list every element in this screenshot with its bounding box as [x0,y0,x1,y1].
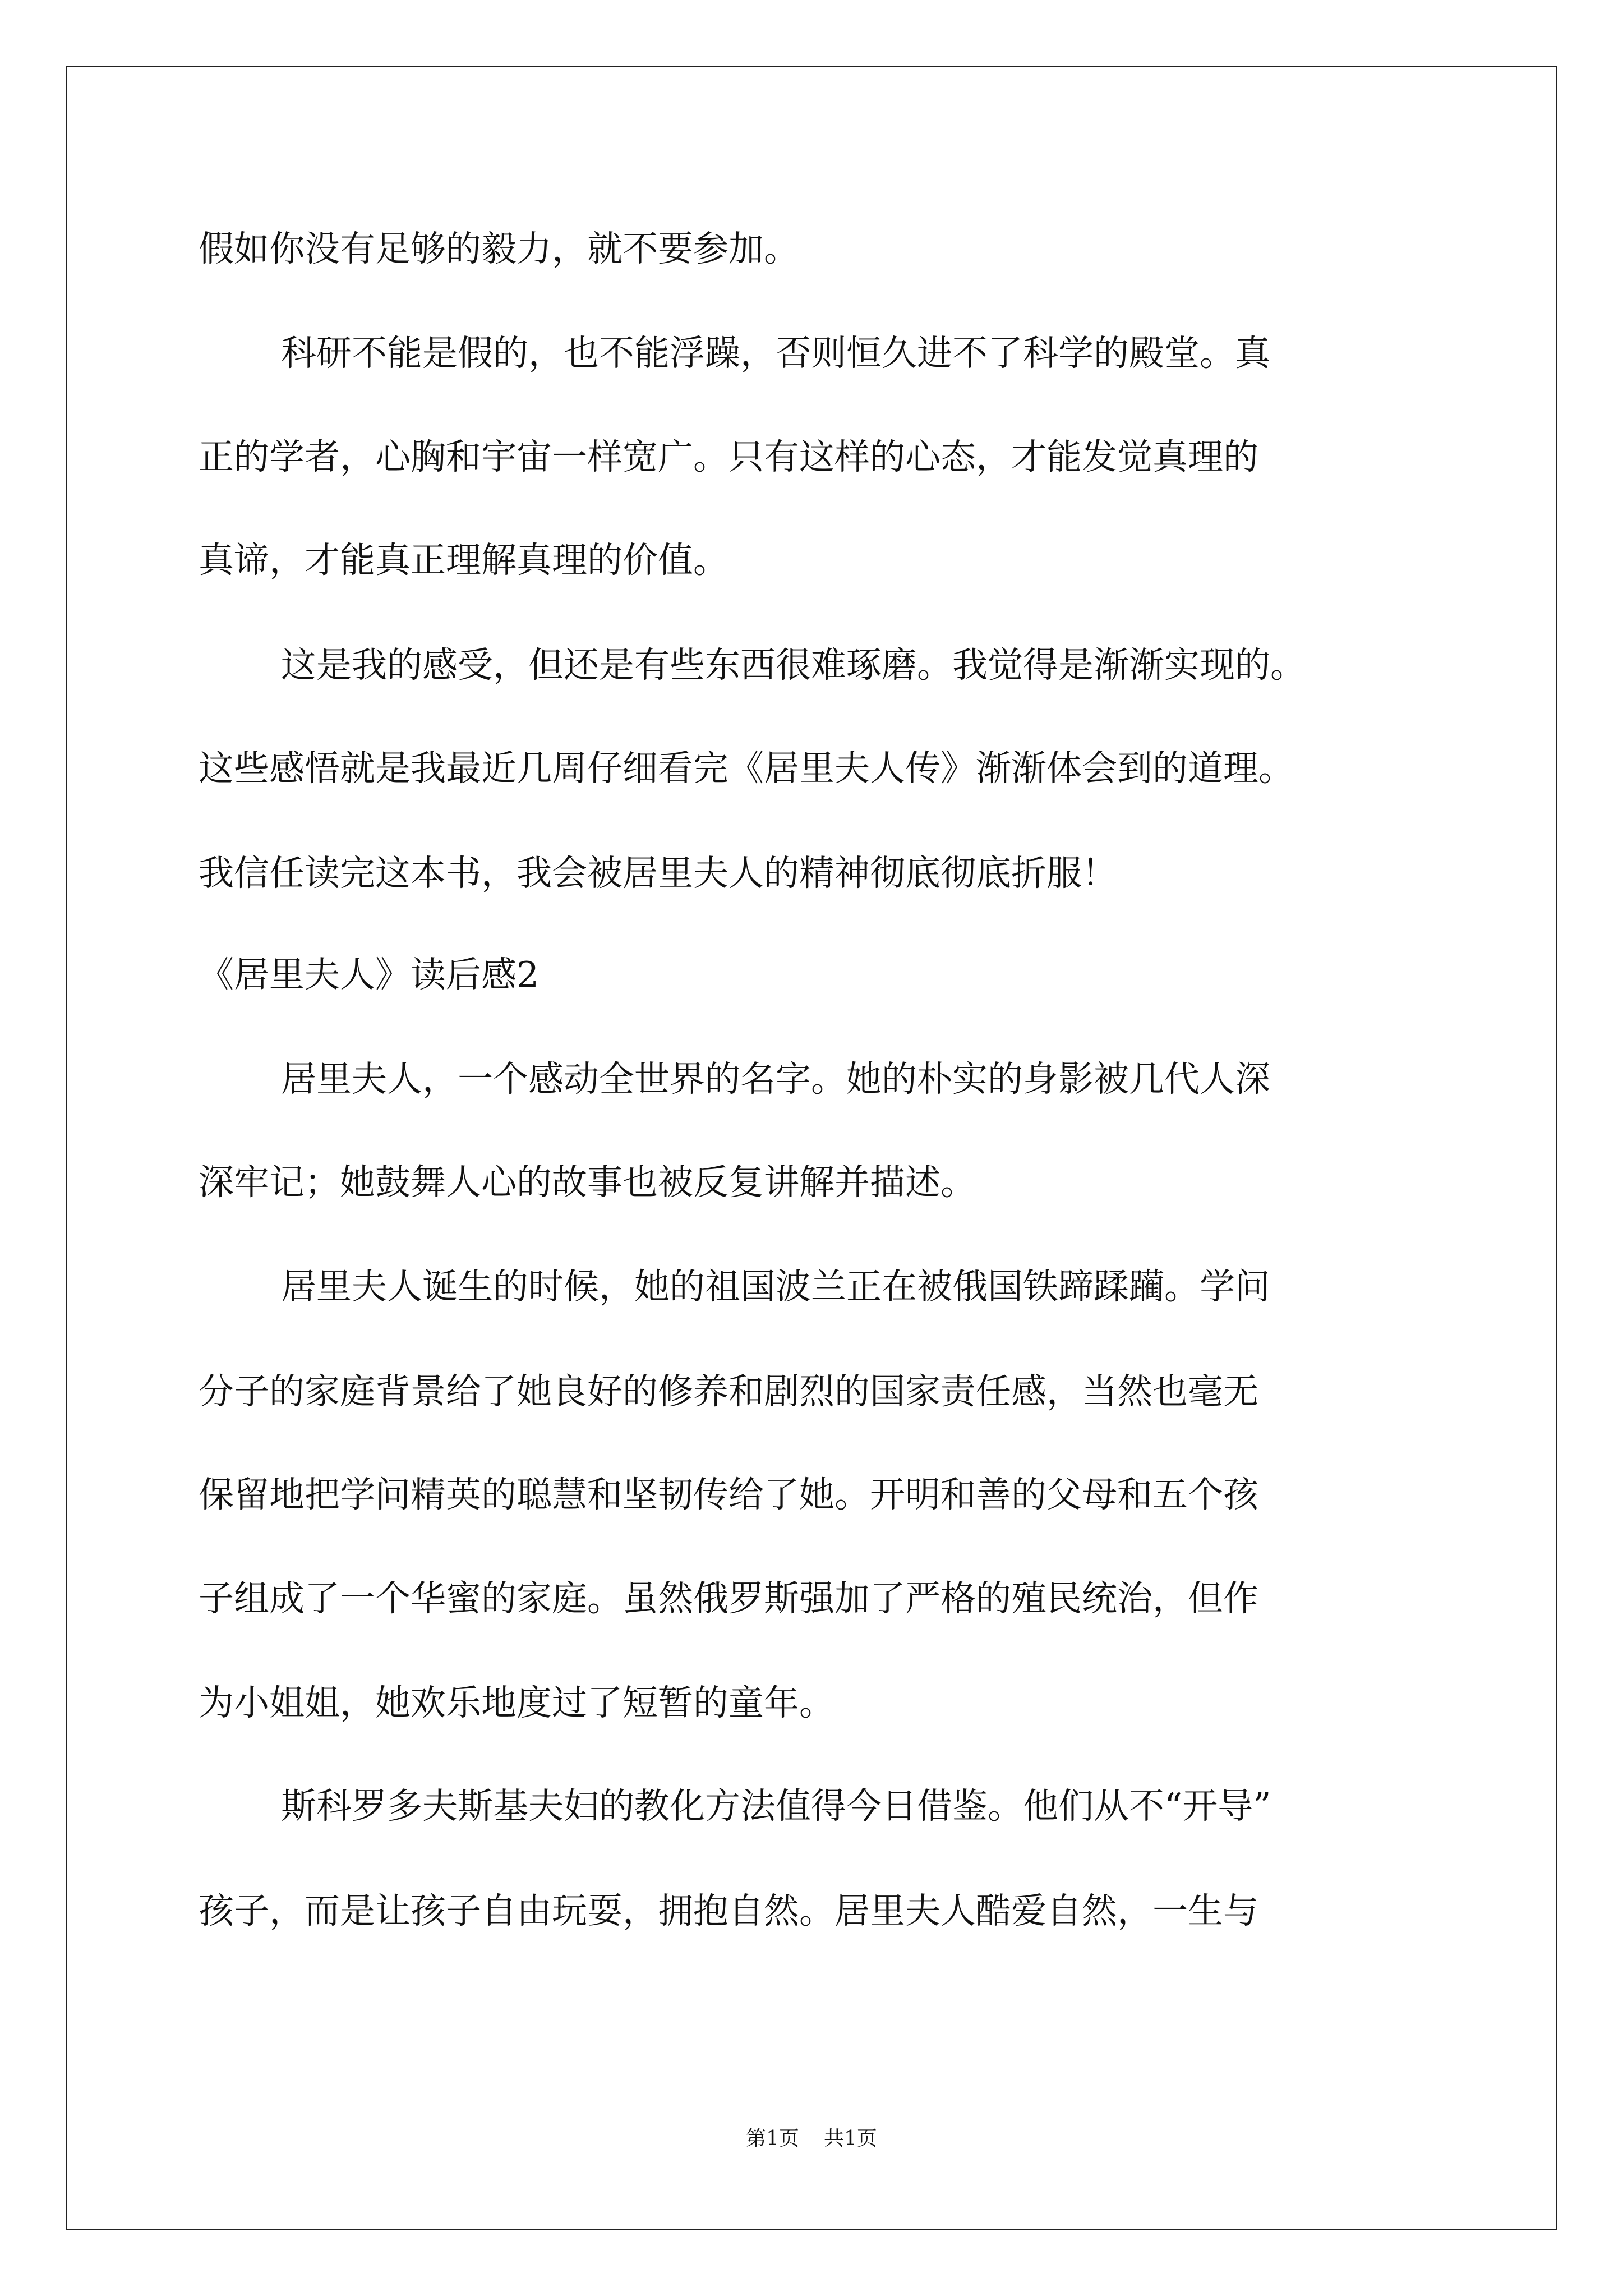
paragraph-line: 居里夫人诞生的时候，她的祖国波兰正在被俄国铁蹄蹂躏。学问 [281,1266,1270,1307]
page-footer [0,2129,1623,2149]
paragraph-line: 正的学者，心胸和宇宙一样宽广。只有这样的心态，才能发觉真理的 [199,436,1258,477]
paragraph-line: 科研不能是假的，也不能浮躁，否则恒久进不了科学的殿堂。真 [281,333,1270,374]
paragraph-line: 这是我的感受，但还是有些东西很难琢磨。我觉得是渐渐实现的。 [281,645,1306,685]
paragraph-line: 真谛，才能真正理解真理的价值。 [199,540,728,581]
paragraph-line: 深牢记；她鼓舞人心的故事也被反复讲解并描述。 [199,1162,976,1203]
section-heading: 《居里夫人》读后感2 [199,954,540,995]
paragraph-line: 居里夫人，一个感动全世界的名字。她的朴实的身影被几代人深 [281,1059,1270,1099]
paragraph-line: 保留地把学问精英的聪慧和坚韧传给了她。开明和善的父母和五个孩 [199,1474,1258,1515]
page-number: 第1页 [746,2127,799,2150]
paragraph-line: 为小姐姐，她欢乐地度过了短暂的童年。 [199,1682,834,1723]
paragraph-line: 这些感悟就是我最近几周仔细看完《居里夫人传》渐渐体会到的道理。 [199,748,1294,789]
page-total: 共1页 [824,2127,877,2150]
paragraph-line: 假如你没有足够的毅力，就不要参加。 [199,228,799,269]
paragraph-line: 子组成了一个华蜜的家庭。虽然俄罗斯强加了严格的殖民统治，但作 [199,1578,1258,1619]
paragraph-line: 我信任读完这本书，我会被居里夫人的精神彻底彻底折服！ [199,853,1117,894]
paragraph-line: 孩子，而是让孩子自由玩耍，拥抱自然。居里夫人酷爱自然，一生与 [199,1890,1258,1931]
paragraph-line: 分子的家庭背景给了她良好的修养和剧烈的国家责任感，当然也毫无 [199,1371,1258,1412]
paragraph-line: 斯科罗多夫斯基夫妇的教化方法值得今日借鉴。他们从不“开导” [281,1786,1271,1826]
